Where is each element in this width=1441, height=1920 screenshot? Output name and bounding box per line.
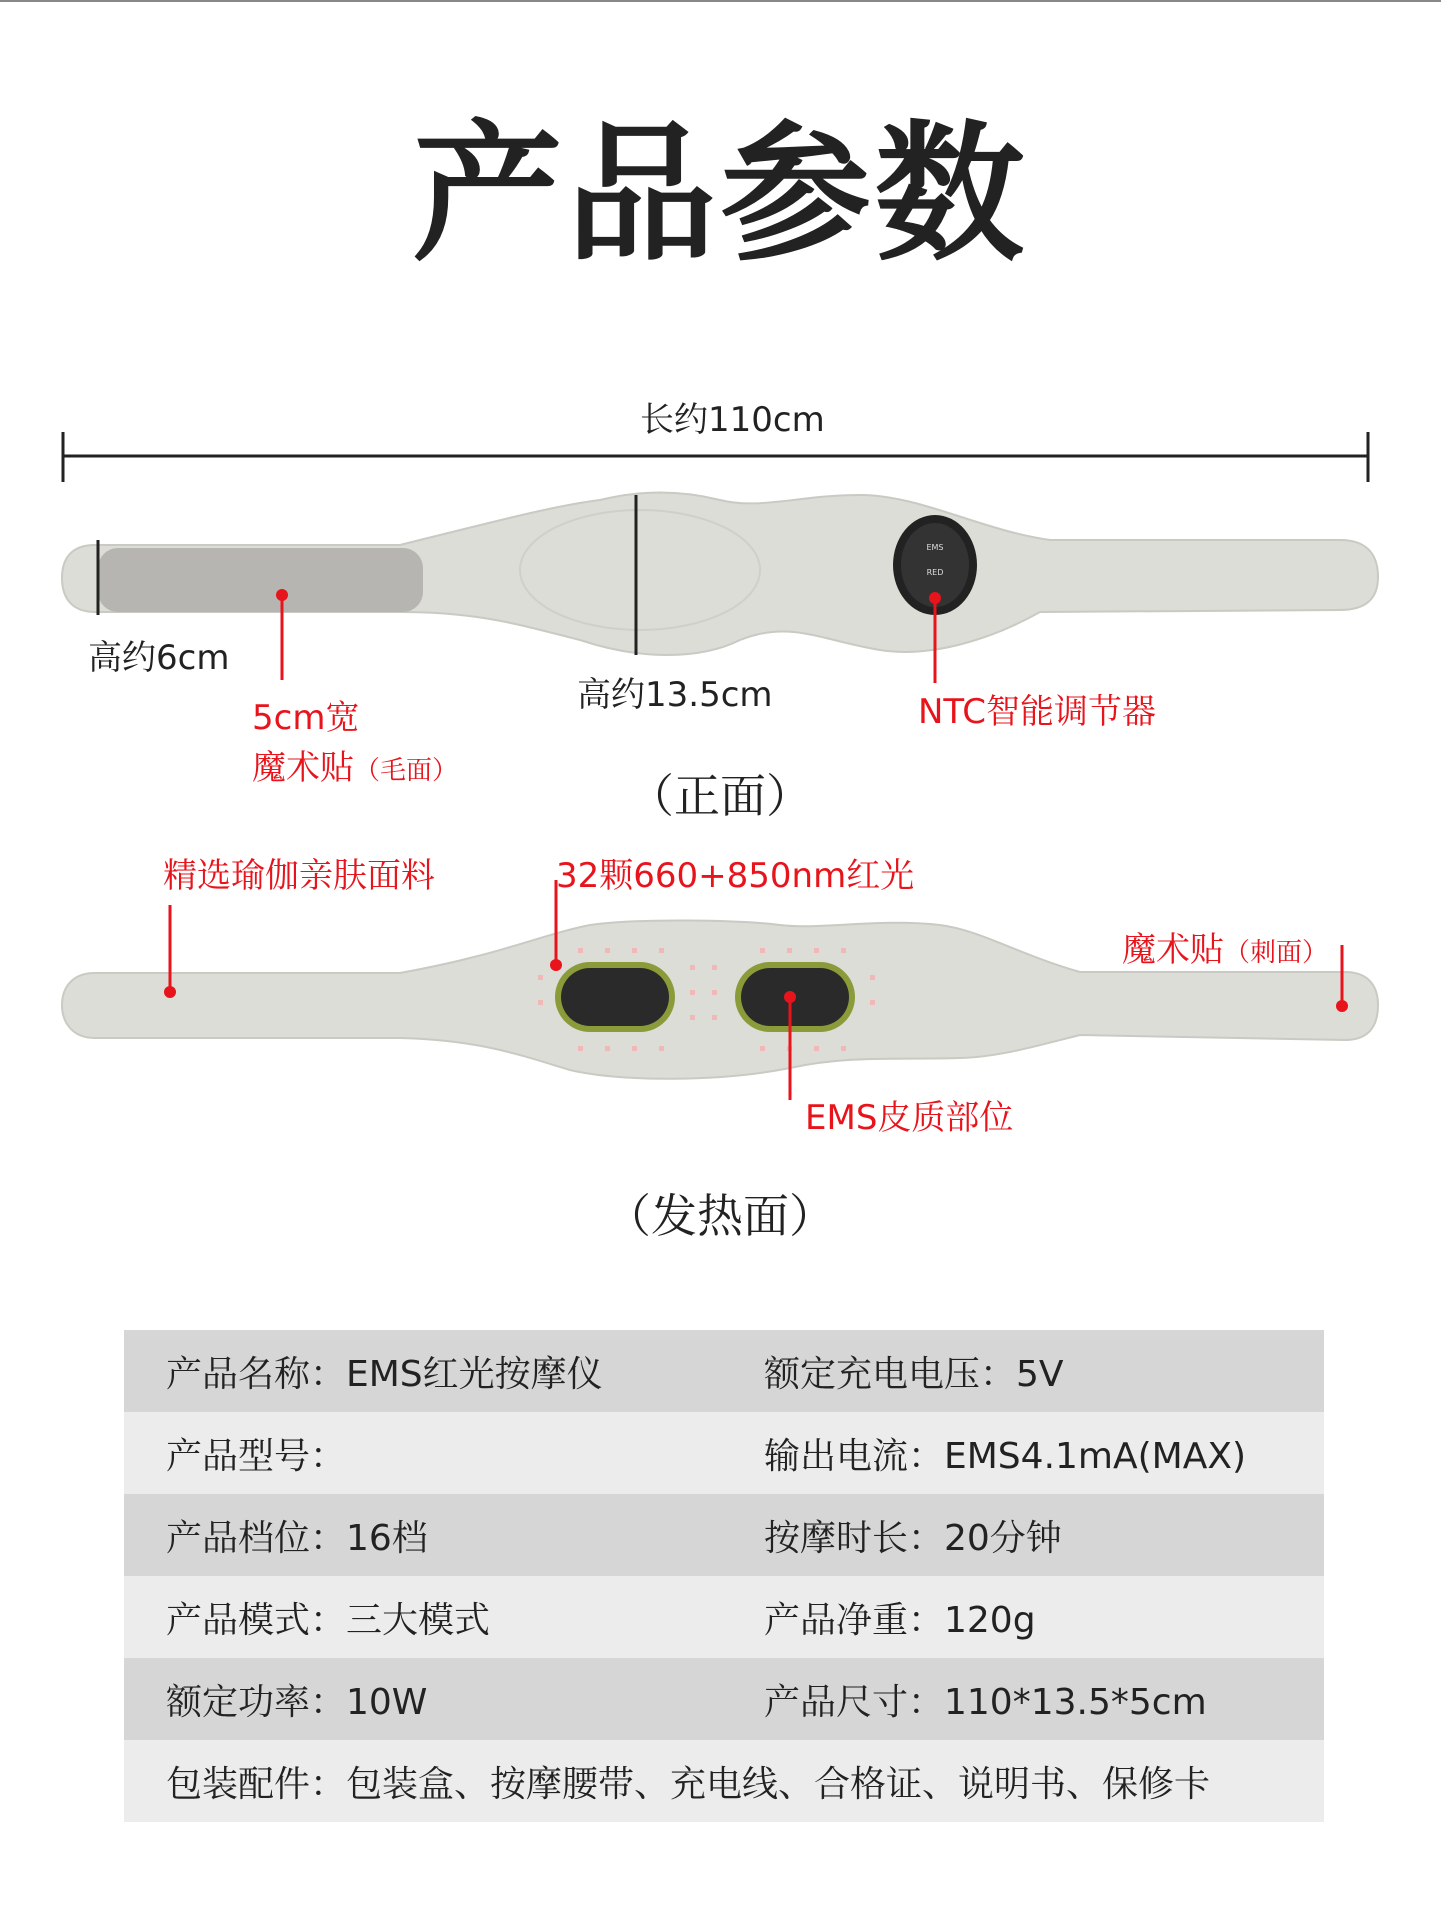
spec-table	[124, 1330, 1324, 1822]
velcro-soft-label-suffix: （毛面）	[354, 756, 459, 786]
spec-row	[124, 1576, 1324, 1658]
spec-cell-right: 产品尺寸：110*13.5*5cm	[764, 1681, 1207, 1723]
svg-text:EMS: EMS	[926, 543, 944, 552]
spec-cell-left: 产品档位：16档	[166, 1517, 428, 1559]
velcro-soft-label-line2	[252, 740, 458, 789]
velcro-hook-label-text: 魔术贴	[1122, 930, 1224, 970]
controller-label: NTC智能调节器	[918, 692, 1156, 732]
fabric-label: 精选瑜伽亲肤面料	[163, 856, 435, 896]
spec-cell-right: 按摩时长：20分钟	[764, 1517, 1062, 1559]
light-label: 32颗660+850nm红光	[556, 856, 915, 896]
spec-cell-right: 额定充电电压：5V	[764, 1353, 1064, 1395]
spec-row	[124, 1412, 1324, 1494]
spec-cell-right: 产品净重：120g	[764, 1599, 1036, 1641]
page-title: 产品参数	[412, 108, 1029, 282]
front-caption: （正面）	[628, 769, 812, 823]
back-caption: （发热面）	[605, 1189, 835, 1243]
height-small-label: 高约6cm	[88, 638, 230, 678]
velcro-soft-patch	[98, 548, 423, 612]
length-label: 长约110cm	[640, 400, 825, 440]
spec-cell-left: 产品模式：三大模式	[166, 1599, 491, 1641]
spec-cell-right: 输出电流：EMS4.1mA(MAX)	[764, 1435, 1247, 1477]
spec-cell-left: 产品型号：	[166, 1435, 347, 1477]
spec-row	[124, 1494, 1324, 1576]
velcro-soft-label-line1: 5cm宽	[252, 698, 360, 738]
spec-row-accessories	[124, 1740, 1324, 1822]
velcro-hook-label-suffix: （刺面）	[1224, 938, 1329, 968]
velcro-soft-label-text: 魔术贴	[252, 748, 354, 788]
spec-row	[124, 1330, 1324, 1412]
velcro-hook-label	[1122, 922, 1328, 971]
spec-row	[124, 1658, 1324, 1740]
ems-label: EMS皮质部位	[805, 1098, 1014, 1138]
svg-text:RED: RED	[926, 568, 944, 577]
height-center-label: 高约13.5cm	[577, 675, 773, 715]
spec-cell-left: 产品名称：EMS红光按摩仪	[166, 1353, 603, 1395]
spec-cell-left: 额定功率：10W	[166, 1681, 428, 1723]
spec-accessories: 包装配件：包装盒、按摩腰带、充电线、合格证、说明书、保修卡	[166, 1763, 1211, 1805]
